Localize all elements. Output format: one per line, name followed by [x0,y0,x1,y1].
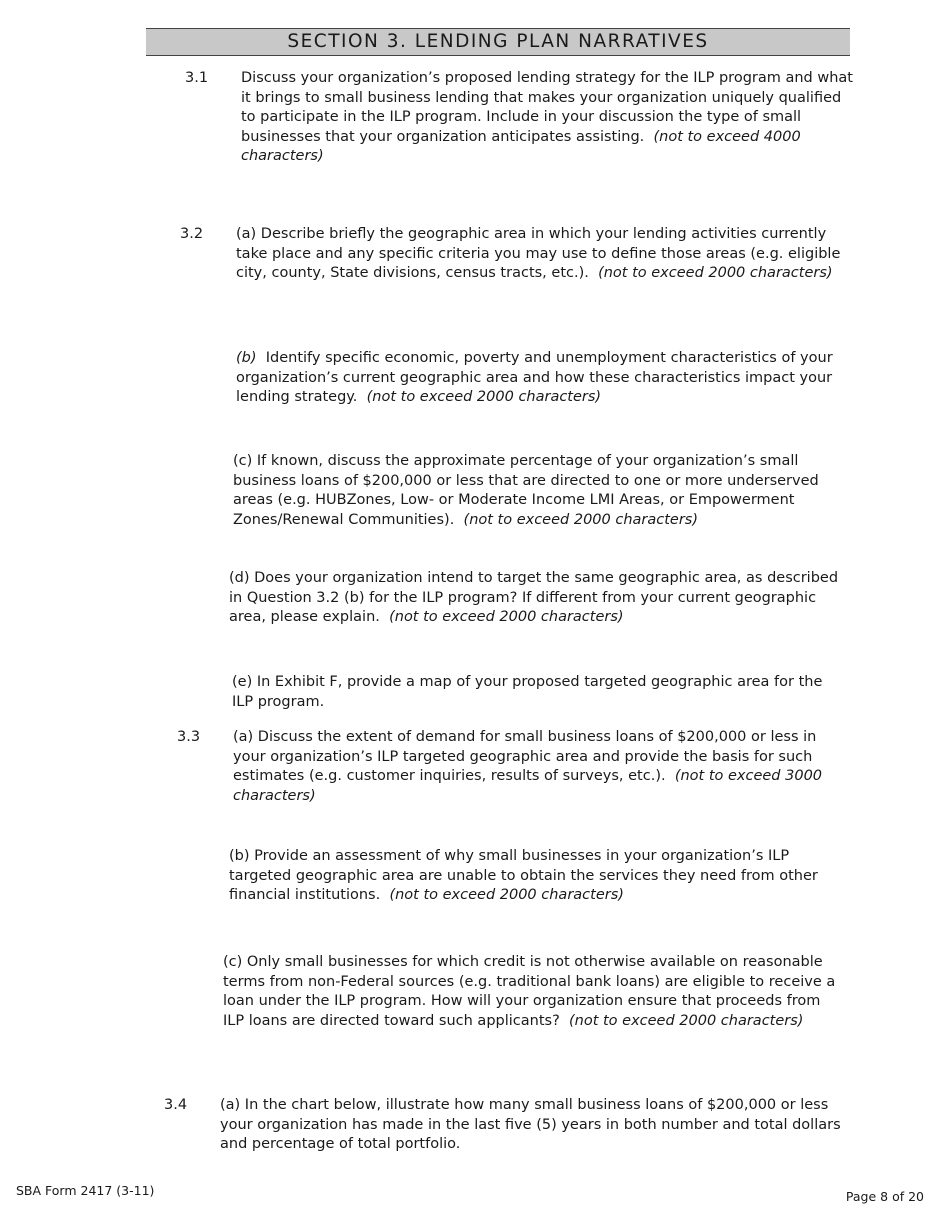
question-3-2d [229,569,839,628]
question-3-2c-limit: (not to exceed 2000 characters) [463,511,698,528]
question-3-2c [233,452,843,530]
question-3-1-limit: (not to exceed 4000 characters) [241,128,801,165]
question-3-3a-limit: (not to exceed 3000 characters) [233,768,823,804]
question-3-1-text: Discuss your organization’s proposed lending strategy for the ILP program and what it brings to small business lending that makes your organization uniquely qualified to participate in the ILP program. Include in your discussion the type of small businesses that your organization anticipates assisting. [241,70,853,145]
form-id: SBA Form 2417 (3-11) [16,1183,155,1198]
page-number: Page 8 of 20 [845,1189,924,1204]
question-3-1 [241,69,853,167]
section-title: SECTION 3. LENDING PLAN NARRATIVES [287,30,709,52]
question-3-4a-text: (a) In the chart below, illustrate how many small business loans of $200,000 or less your organization has made in the last five (5) years in both number and total dollars and percentage of total portfolio. [220,1097,841,1153]
question-3-2e-text: (e) In Exhibit F, provide a map of your proposed targeted geographic area for the ILP program. [232,674,823,710]
question-3-3b [229,847,841,906]
question-3-3b-text: (b) Provide an assessment of why small businesses in your organization’s ILP targeted geographic area are unable to obtain the services they need from other financial institutions. [229,848,818,904]
question-3-3c-text: (c) Only small businesses for which credit is not otherwise available on reasonable terms from non-Federal sources (e.g. traditional bank loans) are eligible to receive a loan under the ILP program. How will your organization ensure that proceeds from ILP loans are directed toward such applicants? [223,954,836,1029]
question-3-3c-limit: (not to exceed 2000 characters) [568,1012,804,1029]
question-number-3-2: 3.2 [180,226,204,242]
question-3-2a [236,225,848,284]
question-number-3-1: 3.1 [185,70,209,86]
question-3-2d-limit: (not to exceed 2000 characters) [389,609,624,626]
question-3-4a [220,1096,848,1155]
section-header [146,28,850,56]
question-3-3a-text: (a) Discuss the extent of demand for small business loans of $200,000 or less in your organization’s ILP targeted geographic area and provide the basis for such estimates (e.g. customer inquiries, results of surveys, etc.). [233,729,817,785]
question-3-2a-limit: (not to exceed 2000 characters) [598,265,833,282]
question-number-3-4: 3.4 [164,1097,188,1113]
question-number-3-3: 3.3 [177,729,201,745]
question-3-2b-label: (b) [236,350,257,366]
question-3-2b-text: Identify specific economic, poverty and unemployment characteristics of your organization’s current geographic area and how these characteristics impact your lending strategy. [236,350,833,406]
question-3-3c [223,953,845,1031]
question-3-2c-text: (c) If known, discuss the approximate percentage of your organization’s small business loans of $200,000 or less that are directed to one or more underserved areas (e.g. HUBZones, Low- or Moderate Income LMI Areas, or Empowerment Zones/Renewal Communities). [233,453,819,528]
question-3-2a-text: (a) Describe briefly the geographic area in which your lending activities currently take place and any specific criteria you may use to define those areas (e.g. eligible city, county, State divisions, census tracts, etc.). [236,226,841,282]
question-3-2b [236,349,856,408]
question-3-2d-text: (d) Does your organization intend to target the same geographic area, as described in Question 3.2 (b) for the ILP program? If different from your current geographic area, please explain. [229,570,839,626]
question-3-3a [233,728,845,806]
question-3-2e [232,673,848,712]
question-3-2b-limit: (not to exceed 2000 characters) [366,389,602,406]
question-3-3b-limit: (not to exceed 2000 characters) [389,887,624,904]
